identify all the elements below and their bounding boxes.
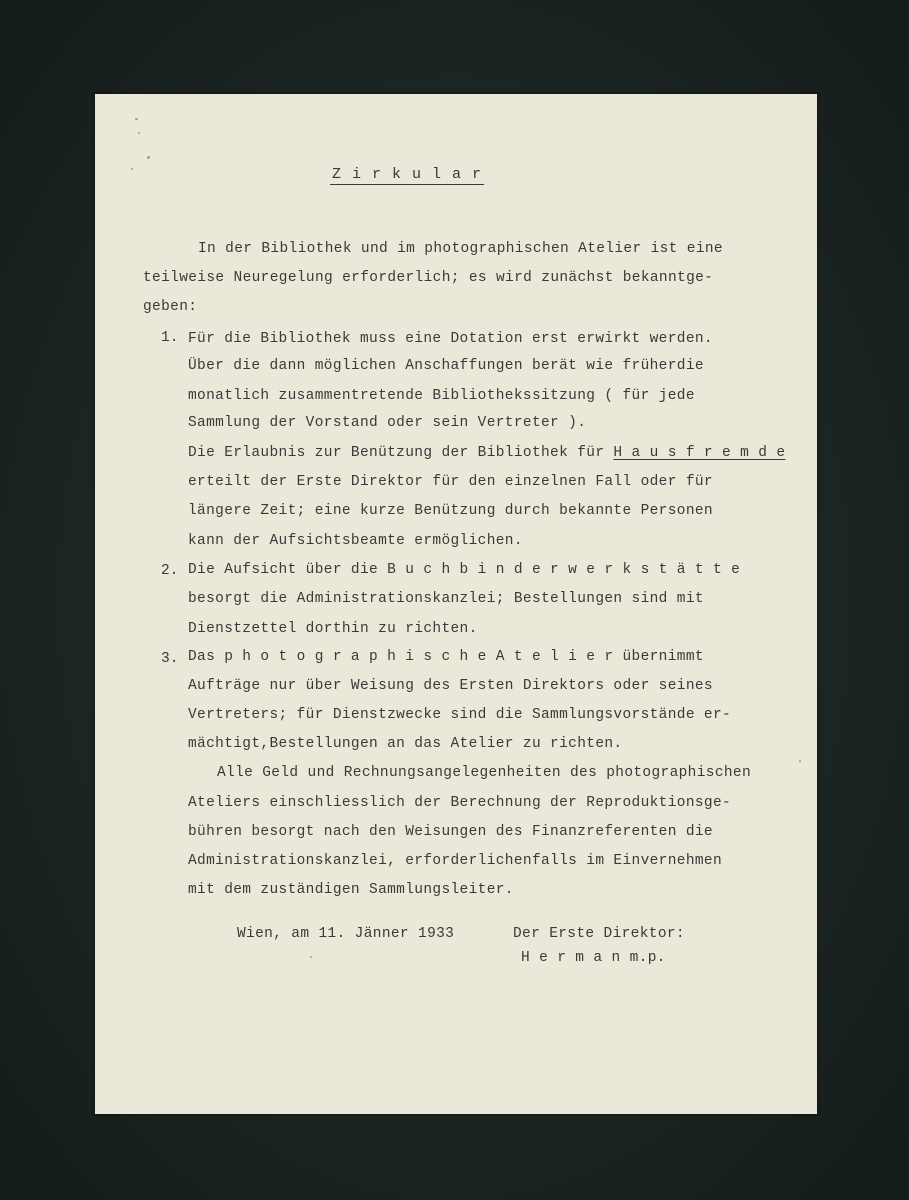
hausfremde-emphasis: H a u s f r e m d e	[613, 445, 786, 461]
item-3-para-line-2: Ateliers einschliesslich der Berechnung der Reproduktionsge-	[188, 795, 732, 811]
item-1-line-4: Sammlung der Vorstand oder sein Vertreter ).	[188, 415, 587, 431]
item-1-line-6: erteilt der Erste Direktor für den einzelnen Fall oder für	[188, 474, 713, 490]
document-title: Z i r k u l a r	[332, 166, 483, 183]
item-1-line-2: Über die dann möglichen Anschaffungen berät wie früherdie	[188, 358, 704, 374]
signatory-name: H e r m a n m.p.	[521, 950, 666, 966]
document-page	[95, 94, 817, 1114]
item-1-line-8: kann der Aufsichtsbeamte ermöglichen.	[188, 533, 523, 549]
item-1-line-3: monatlich zusammentretende Bibliothekssitzung ( für jede	[188, 388, 695, 404]
item-3-para-line-4: Administrationskanzlei, erforderlichenfalls im Einvernehmen	[188, 853, 723, 869]
item-1-line-5	[188, 444, 785, 462]
place-date: Wien, am 11. Jänner 1933	[237, 926, 455, 942]
intro-line-1: In der Bibliothek und im photographischen Atelier ist eine	[198, 241, 723, 257]
item-3-line-3: Vertreters; für Dienstzwecke sind die Sammlungsvorstände er-	[188, 707, 732, 723]
item-2-line-2: besorgt die Administrationskanzlei; Bestellungen sind mit	[188, 591, 704, 607]
item-1-line-7: längere Zeit; eine kurze Benützung durch bekannte Personen	[188, 503, 713, 519]
intro-line-3: geben:	[143, 299, 198, 315]
item-2-line-1: Die Aufsicht über die B u c h b i n d e r w e r k s t ä t t e	[188, 562, 741, 578]
item-3-number: 3.	[161, 651, 179, 667]
item-1-number: 1.	[161, 330, 179, 346]
item-3-line-2: Aufträge nur über Weisung des Ersten Direktors oder seines	[188, 678, 713, 694]
intro-line-2: teilweise Neuregelung erforderlich; es wird zunächst bekanntge-	[143, 270, 714, 286]
item-2-line-3: Dienstzettel dorthin zu richten.	[188, 621, 478, 637]
item-3-line-1: Das p h o t o g r a p h i s c h e A t e l i e r übernimmt	[188, 649, 704, 665]
item-3-para-line-5: mit dem zuständigen Sammlungsleiter.	[188, 882, 514, 898]
item-3-para-line-1: Alle Geld und Rechnungsangelegenheiten des photographischen	[217, 765, 752, 781]
item-1-line-5-text: Die Erlaubnis zur Benützung der Bibliothek für	[188, 445, 614, 461]
item-3-line-4: mächtigt,Bestellungen an das Atelier zu richten.	[188, 736, 623, 752]
item-1-line-1: Für die Bibliothek muss eine Dotation erst erwirkt werden.	[188, 331, 713, 347]
signatory-title: Der Erste Direktor:	[513, 926, 685, 942]
item-3-para-line-3: bühren besorgt nach den Weisungen des Finanzreferenten die	[188, 824, 713, 840]
item-2-number: 2.	[161, 563, 179, 579]
